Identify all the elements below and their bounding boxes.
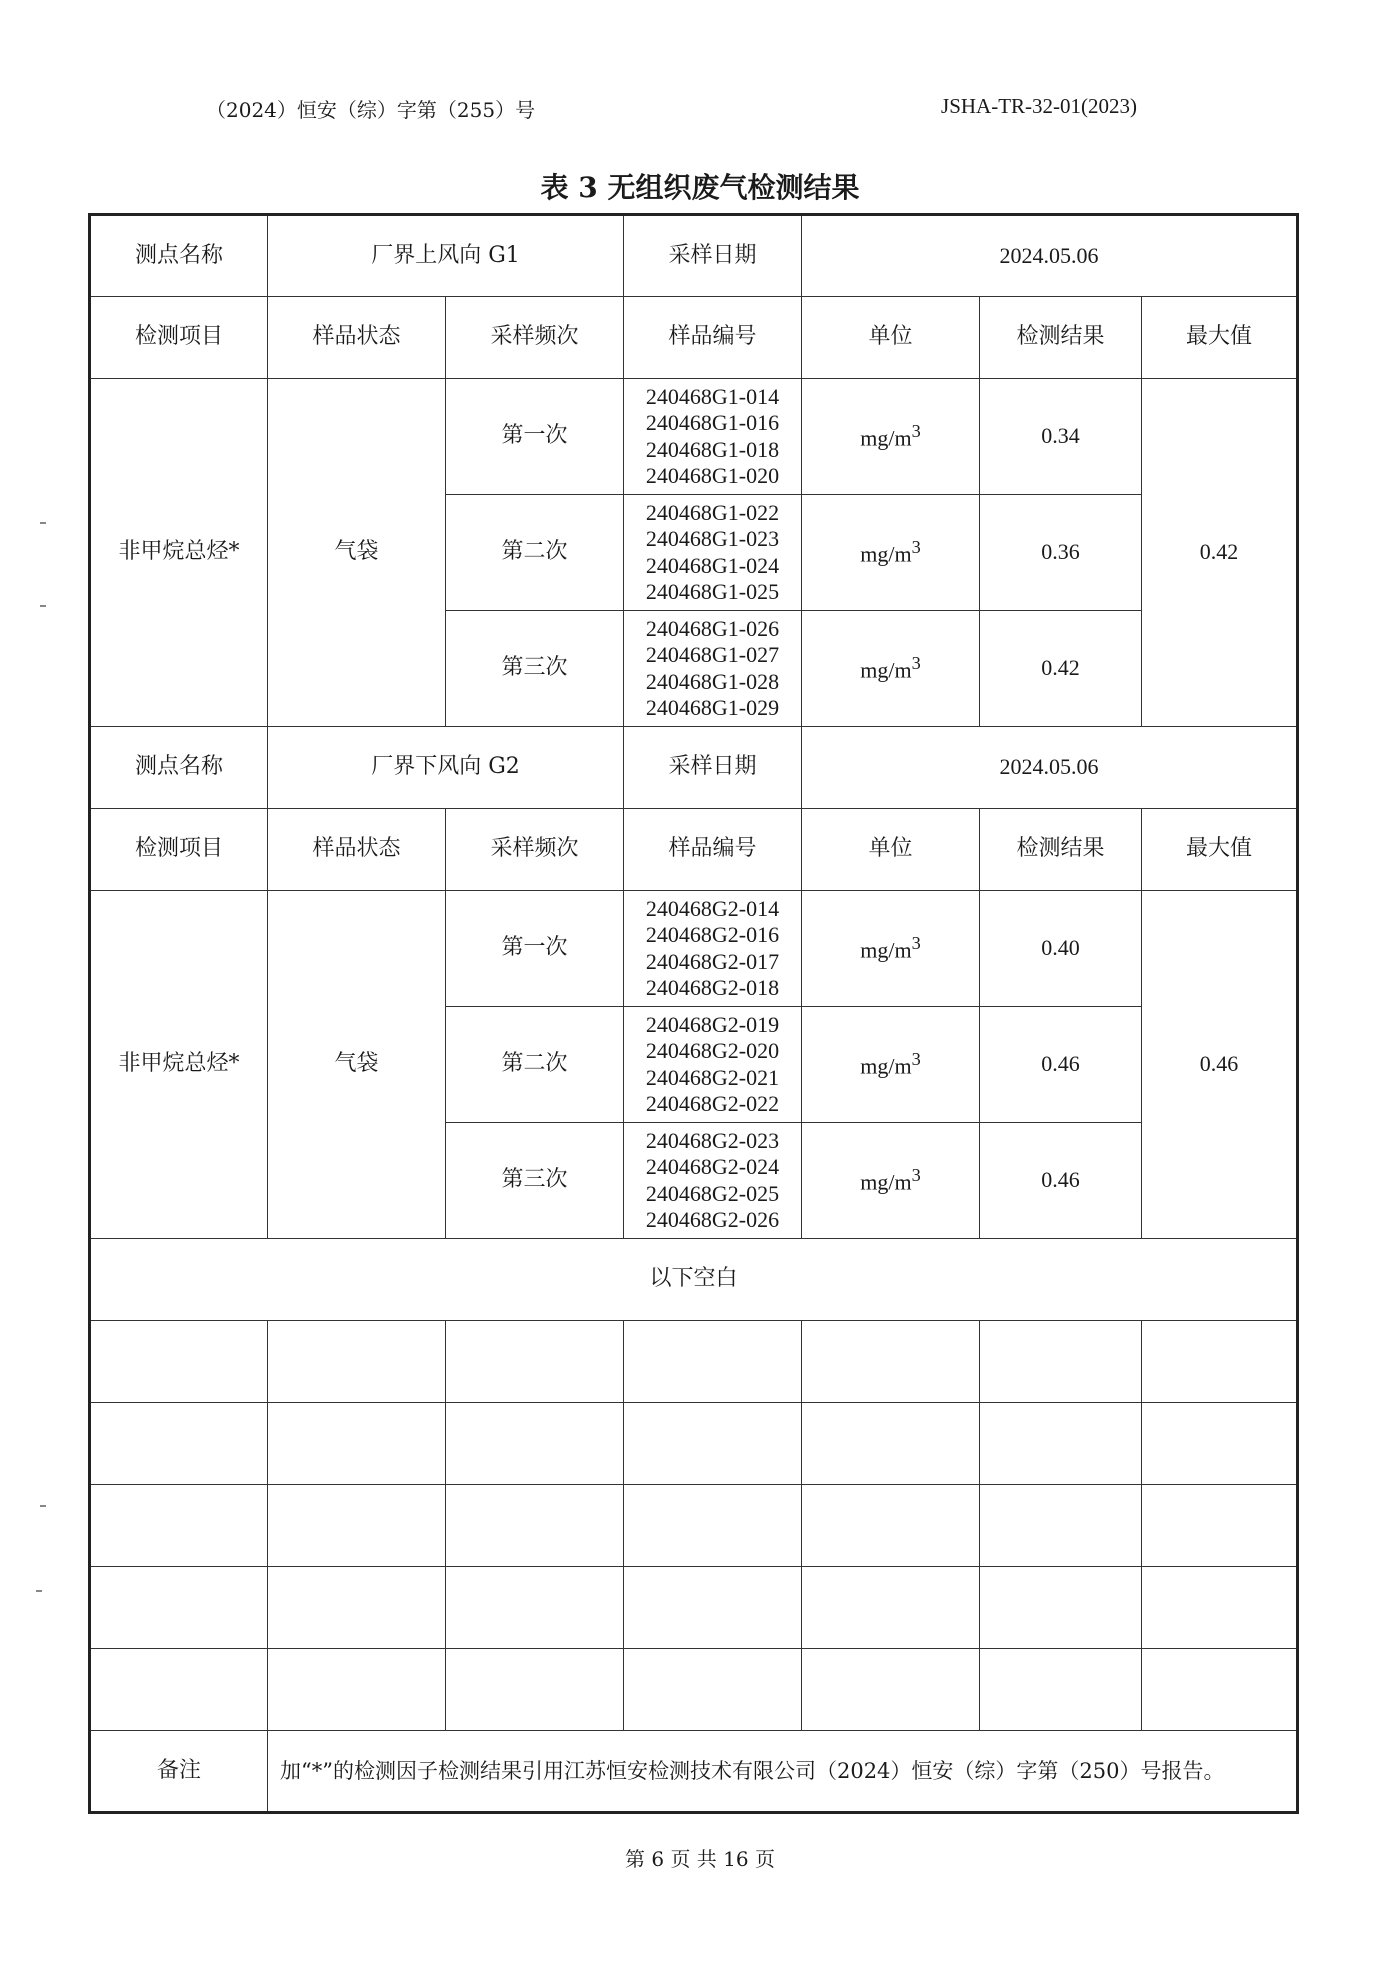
margin-mark [36, 1590, 42, 1592]
empty-cell [980, 1567, 1142, 1649]
sample-code: 240468G2-014 [645, 895, 780, 921]
empty-row [90, 1485, 1298, 1567]
empty-cell [268, 1485, 446, 1567]
sample-code: 240468G2-024 [645, 1154, 780, 1180]
frequency: 第一次 [446, 379, 624, 495]
item-name: 非甲烷总烃* [90, 891, 268, 1239]
sample-codes [624, 379, 802, 495]
frequency: 第二次 [446, 1007, 624, 1123]
empty-cell [446, 1485, 624, 1567]
blank-marker: 以下空白 [90, 1239, 1298, 1321]
sample-state: 气袋 [268, 891, 446, 1239]
unit: $mg/m^3$ [802, 611, 980, 727]
col-unit: 单位 [802, 809, 980, 891]
frequency: 第三次 [446, 611, 624, 727]
empty-cell [90, 1403, 268, 1485]
margin-mark [40, 605, 46, 607]
result-value: 0.36 [980, 495, 1142, 611]
sample-code: 240468G2-019 [645, 1011, 780, 1037]
col-sample-state: 样品状态 [268, 297, 446, 379]
sample-code: 240468G1-016 [645, 410, 780, 436]
sample-code: 240468G1-028 [645, 668, 780, 694]
site-row [90, 215, 1298, 297]
site-name-label: 测点名称 [90, 215, 268, 297]
sample-code: 240468G2-025 [645, 1180, 780, 1206]
empty-cell [268, 1649, 446, 1731]
col-item: 检测项目 [90, 809, 268, 891]
empty-cell [1142, 1567, 1298, 1649]
sample-code: 240468G1-018 [645, 436, 780, 462]
sample-code: 240468G2-018 [645, 974, 780, 1000]
empty-cell [802, 1403, 980, 1485]
max-value: 0.42 [1142, 379, 1298, 727]
col-result: 检测结果 [980, 809, 1142, 891]
unit: $mg/m^3$ [802, 495, 980, 611]
empty-cell [980, 1403, 1142, 1485]
sample-codes [624, 611, 802, 727]
table-title: 表 3 无组织废气检测结果 [540, 171, 860, 204]
sample-code: 240468G2-021 [645, 1064, 780, 1090]
frequency: 第一次 [446, 891, 624, 1007]
empty-row [90, 1649, 1298, 1731]
sample-code: 240468G2-017 [645, 948, 780, 974]
empty-cell [624, 1485, 802, 1567]
sample-code: 240468G1-026 [645, 615, 780, 641]
unit: $mg/m^3$ [802, 891, 980, 1007]
margin-mark [40, 1505, 46, 1507]
empty-cell [268, 1321, 446, 1403]
empty-cell [624, 1649, 802, 1731]
empty-row [90, 1321, 1298, 1403]
col-unit: 单位 [802, 297, 980, 379]
max-value: 0.46 [1142, 891, 1298, 1239]
remarks-row [90, 1731, 1298, 1813]
sample-code: 240468G2-020 [645, 1038, 780, 1064]
empty-cell [446, 1403, 624, 1485]
empty-cell [980, 1485, 1142, 1567]
blank-marker-row [90, 1239, 1298, 1321]
sampling-date-label: 采样日期 [624, 215, 802, 297]
sample-code: 240468G1-022 [645, 499, 780, 525]
empty-cell [802, 1321, 980, 1403]
margin-mark [40, 522, 46, 524]
empty-cell [90, 1321, 268, 1403]
sample-code: 240468G1-014 [645, 383, 780, 409]
sample-code: 240468G2-026 [645, 1206, 780, 1232]
result-value: 0.42 [980, 611, 1142, 727]
sampling-date-value: 2024.05.06 [802, 215, 1298, 297]
item-name: 非甲烷总烃* [90, 379, 268, 727]
sampling-date-label: 采样日期 [624, 727, 802, 809]
sample-code: 240468G1-025 [645, 578, 780, 604]
sample-codes [624, 1123, 802, 1239]
sample-code: 240468G2-023 [645, 1127, 780, 1153]
col-sample-state: 样品状态 [268, 809, 446, 891]
unit: $mg/m^3$ [802, 1007, 980, 1123]
empty-cell [268, 1567, 446, 1649]
sample-code: 240468G2-022 [645, 1090, 780, 1116]
sample-code: 240468G1-024 [645, 552, 780, 578]
empty-cell [802, 1485, 980, 1567]
form-code: JSHA-TR-32-01(2023) [941, 94, 1137, 118]
sample-code: 240468G1-020 [645, 462, 780, 488]
column-header-row [90, 297, 1298, 379]
sample-code: 240468G1-029 [645, 694, 780, 720]
empty-cell [1142, 1485, 1298, 1567]
empty-row [90, 1567, 1298, 1649]
col-max: 最大值 [1142, 297, 1298, 379]
remarks-label: 备注 [90, 1731, 268, 1813]
sample-codes [624, 1007, 802, 1123]
site-name-label: 测点名称 [90, 727, 268, 809]
empty-cell [446, 1567, 624, 1649]
empty-cell [624, 1403, 802, 1485]
page-number: 第 6 页 共 16 页 [625, 1847, 775, 1871]
empty-cell [1142, 1649, 1298, 1731]
sampling-date-value: 2024.05.06 [802, 727, 1298, 809]
site-name-value: 厂界下风向 G2 [268, 727, 624, 809]
sample-codes [624, 495, 802, 611]
empty-cell [1142, 1403, 1298, 1485]
empty-cell [90, 1485, 268, 1567]
sample-code: 240468G1-023 [645, 526, 780, 552]
empty-cell [1142, 1321, 1298, 1403]
result-value: 0.46 [980, 1007, 1142, 1123]
table-row [90, 379, 1298, 495]
empty-cell [90, 1567, 268, 1649]
unit: $mg/m^3$ [802, 1123, 980, 1239]
empty-cell [90, 1649, 268, 1731]
empty-row [90, 1403, 1298, 1485]
col-frequency: 采样频次 [446, 297, 624, 379]
col-max: 最大值 [1142, 809, 1298, 891]
sample-code: 240468G1-027 [645, 642, 780, 668]
results-table [88, 213, 1299, 1814]
col-sample-no: 样品编号 [624, 297, 802, 379]
col-frequency: 采样频次 [446, 809, 624, 891]
empty-cell [802, 1567, 980, 1649]
result-value: 0.40 [980, 891, 1142, 1007]
result-value: 0.34 [980, 379, 1142, 495]
report-number: （2024）恒安（综）字第（255）号 [206, 98, 536, 122]
site-name-value: 厂界上风向 G1 [268, 215, 624, 297]
empty-cell [624, 1321, 802, 1403]
empty-cell [802, 1649, 980, 1731]
site-row [90, 727, 1298, 809]
sample-state: 气袋 [268, 379, 446, 727]
sample-code: 240468G2-016 [645, 922, 780, 948]
col-item: 检测项目 [90, 297, 268, 379]
empty-cell [624, 1567, 802, 1649]
empty-cell [446, 1321, 624, 1403]
col-sample-no: 样品编号 [624, 809, 802, 891]
col-result: 检测结果 [980, 297, 1142, 379]
unit: $mg/m^3$ [802, 379, 980, 495]
result-value: 0.46 [980, 1123, 1142, 1239]
empty-cell [980, 1649, 1142, 1731]
frequency: 第三次 [446, 1123, 624, 1239]
empty-cell [268, 1403, 446, 1485]
sample-codes [624, 891, 802, 1007]
remarks-text: 加“*”的检测因子检测结果引用江苏恒安检测技术有限公司（2024）恒安（综）字第（250）号报告。 [268, 1731, 1298, 1813]
empty-cell [980, 1321, 1142, 1403]
frequency: 第二次 [446, 495, 624, 611]
column-header-row [90, 809, 1298, 891]
table-row [90, 891, 1298, 1007]
empty-cell [446, 1649, 624, 1731]
